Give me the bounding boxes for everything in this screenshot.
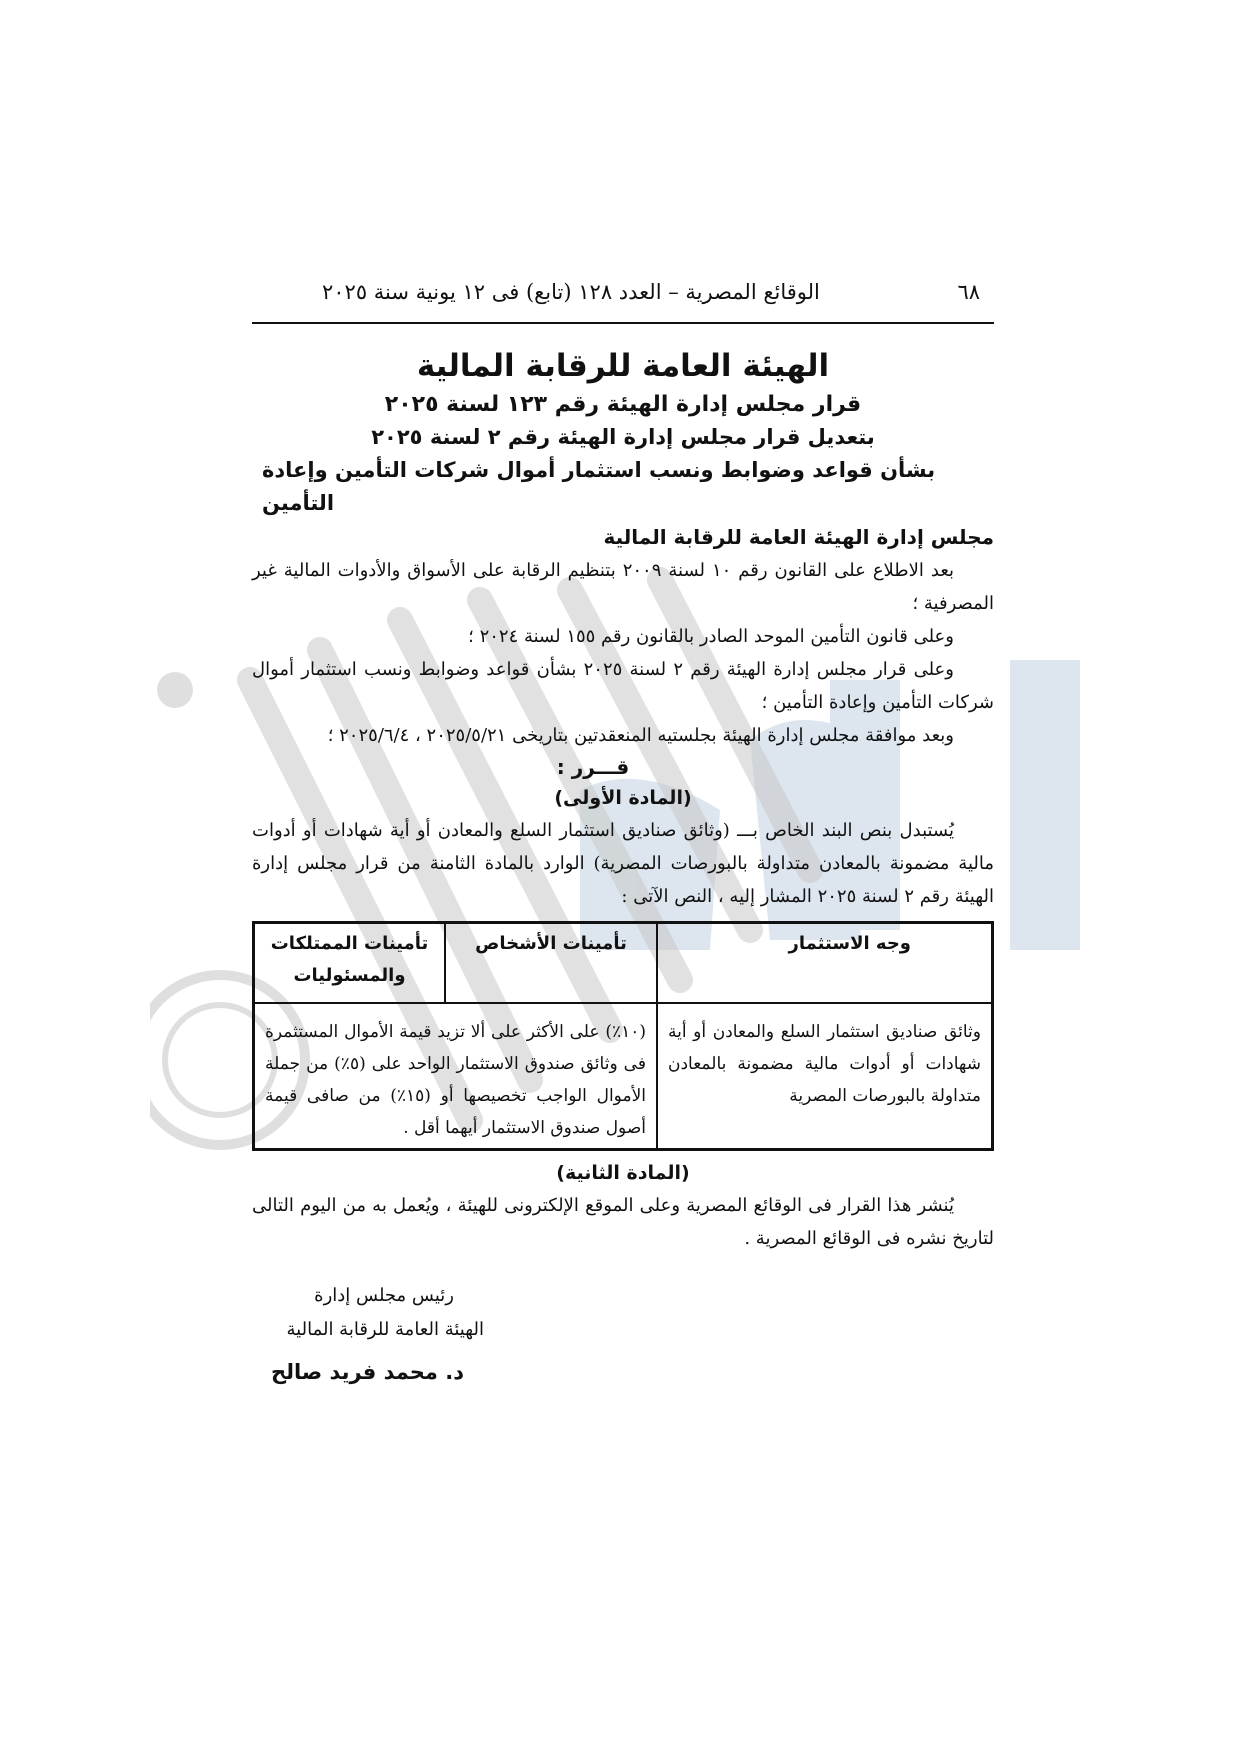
signatory-title: رئيس مجلس إدارة — [314, 1285, 454, 1306]
signatory-title: الهيئة العامة للرقابة المالية — [286, 1319, 484, 1340]
table-header: تأمينات الأشخاص — [445, 923, 657, 1004]
publication-line: الوقائع المصرية – العدد ١٢٨ (تابع) فى ١٢ يونية سنة ٢٠٢٥ — [322, 280, 820, 304]
decision-title: قرار مجلس إدارة الهيئة رقم ١٢٣ لسنة ٢٠٢٥ — [384, 392, 862, 417]
investment-table — [252, 921, 994, 1151]
table-row — [254, 1003, 993, 1150]
decided-heading: قـــرر : — [556, 755, 630, 779]
authority-title: الهيئة العامة للرقابة المالية — [416, 348, 830, 384]
board-name: مجلس إدارة الهيئة العامة للرقابة المالية — [603, 525, 994, 549]
table-cell: وثائق صناديق استثمار السلع والمعادن أو أية شهادات أو أدوات مالية مضمونة بالمعادن متداولة بالبورصات المصرية — [657, 1003, 993, 1150]
preamble-item: وعلى قانون التأمين الموحد الصادر بالقانون رقم ١٥٥ لسنة ٢٠٢٤ ؛ — [468, 626, 954, 647]
article-1-heading: (المادة الأولى) — [554, 787, 692, 809]
page-content — [252, 280, 994, 1389]
preamble-item: وبعد موافقة مجلس إدارة الهيئة بجلستيه المنعقدتين بتاريخى ٢٠٢٥/٥/٢١ ، ٢٠٢٥/٦/٤ ؛ — [327, 725, 954, 746]
table-header: تأمينات الممتلكات والمسئوليات — [254, 923, 446, 1004]
subject-line: بشأن قواعد وضوابط ونسب استثمار أموال شركات التأمين وإعادة التأمين — [262, 458, 936, 515]
preamble-item: بعد الاطلاع على القانون رقم ١٠ لسنة ٢٠٠٩ بتنظيم الرقابة على الأسواق والأدوات المالية غير المصرفية ؛ — [252, 560, 994, 614]
article-2-text: يُنشر هذا القرار فى الوقائع المصرية وعلى الموقع الإلكترونى للهيئة ، ويُعمل به من اليوم التالى لتاريخ نشره فى الوقائع المصرية . — [252, 1195, 994, 1249]
table-header: وجه الاستثمار — [657, 923, 993, 1004]
preamble-item: وعلى قرار مجلس إدارة الهيئة رقم ٢ لسنة ٢٠٢٥ بشأن قواعد وضوابط ونسب استثمار أموال شركات التأمين وإعادة التأمين ؛ — [252, 659, 994, 713]
header-rule — [252, 322, 994, 324]
article-2-heading: (المادة الثانية) — [556, 1162, 690, 1184]
amendment-line: بتعديل قرار مجلس إدارة الهيئة رقم ٢ لسنة ٢٠٢٥ — [371, 425, 875, 449]
page-number: ٦٨ — [957, 280, 980, 304]
article-1-text: يُستبدل بنص البند الخاص بـــ (وثائق صناديق استثمار السلع والمعادن أو أية شهادات أو أدوات مالية مضمونة بالمعادن متداولة بالبورصات المصرية) الوارد بالمادة الثامنة من قرار مجلس إدارة الهيئة رقم ٢ لسنة ٢٠٢٥ المشار إليه ، النص الآتى : — [252, 820, 994, 907]
table-cell: (١٠٪) على الأكثر على ألا تزيد قيمة الأموال المستثمرة فى وثائق صندوق الاستثمار الواحد على (٥٪) من جملة الأموال الواجب تخصيصها أو (١٥٪) من صافى قيمة أصول صندوق الاستثمار أيهما أقل . — [254, 1003, 658, 1150]
signature-block — [252, 1279, 484, 1389]
table-header-row — [254, 923, 993, 1004]
signatory-name: د. محمد فريد صالح — [270, 1360, 464, 1384]
running-header — [252, 280, 994, 320]
